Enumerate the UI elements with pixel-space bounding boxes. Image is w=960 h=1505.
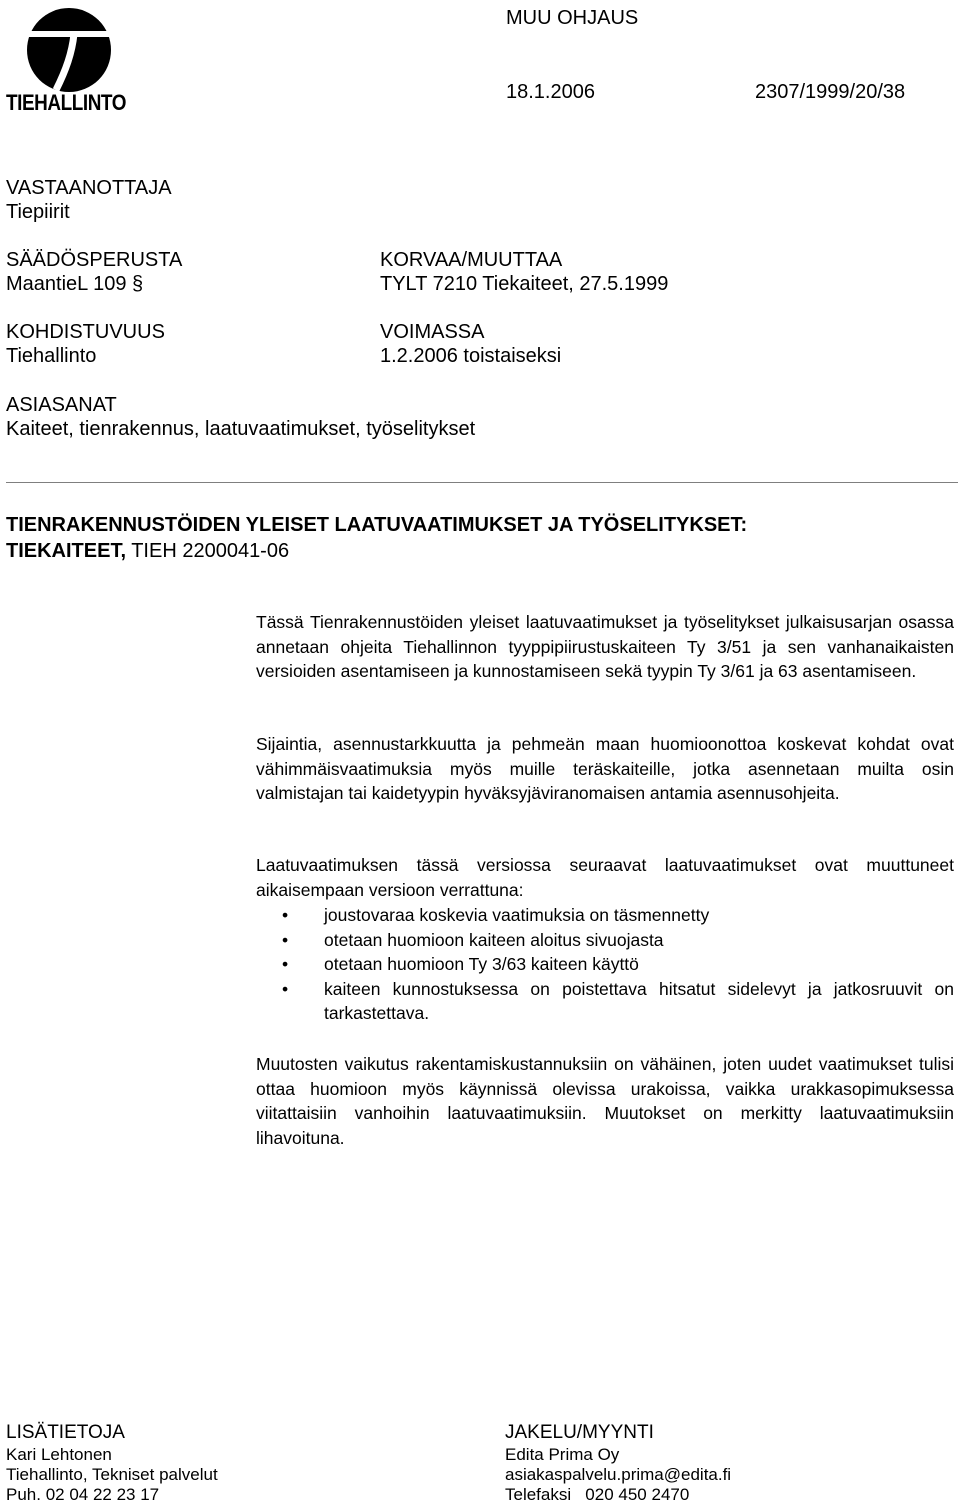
keywords-label: ASIASANAT bbox=[6, 394, 117, 416]
list-item: • otetaan huomioon kaiteen aloitus sivuojasta bbox=[256, 928, 954, 953]
dist-email: asiakaspalvelu.prima@edita.fi bbox=[505, 1465, 732, 1484]
contact-info bbox=[6, 1421, 446, 1505]
header-divider bbox=[6, 482, 958, 483]
dist-label: JAKELU/MYYNTI bbox=[505, 1422, 654, 1443]
title-code: TIEH 2200041-06 bbox=[126, 540, 290, 562]
recipient-label: VASTAANOTTAJA bbox=[6, 177, 172, 199]
document-date: 18.1.2006 bbox=[506, 81, 595, 103]
dist-org: Edita Prima Oy bbox=[505, 1445, 620, 1464]
list-item: • otetaan huomioon Ty 3/63 kaiteen käyttö bbox=[256, 952, 954, 977]
target-label: KOHDISTUVUUS bbox=[6, 321, 165, 343]
title-bold-line: TIENRAKENNUSTÖIDEN YLEISET LAATUVAATIMUKSET JA TYÖSELITYKSET: bbox=[6, 514, 748, 536]
list-item: • kaiteen kunnostuksessa on poistettava hitsatut sidelevyt ja jatkosruuvit on tarkastettava. bbox=[256, 977, 954, 1026]
keywords-value: Kaiteet, tienrakennus, laatuvaatimukset, työselitykset bbox=[6, 418, 476, 440]
logo-wordmark: TIEHALLINTO bbox=[6, 90, 126, 115]
paragraph-2: Sijaintia, asennustarkkuutta ja pehmeän maan huomioonottoa koskevat kohdat ovat vähimmäisvaatimuksia myös muille teräskaiteille, jotka asennetaan muilta osin valmistajan tai kaidetyypin hyväksyjäviranomaisen antamia asennusohjeita. bbox=[256, 734, 954, 803]
info-label: LISÄTIETOJA bbox=[6, 1422, 125, 1443]
document-title bbox=[6, 512, 946, 564]
document-reference: 2307/1999/20/38 bbox=[755, 81, 906, 103]
valid-value: 1.2.2006 toistaiseksi bbox=[380, 345, 562, 367]
recipient-value: Tiepiirit bbox=[6, 201, 70, 223]
title-subject: TIEKAITEET, bbox=[6, 540, 127, 562]
tiehallinto-logo bbox=[6, 8, 132, 120]
dist-fax: Telefaksi 020 450 2470 bbox=[505, 1485, 690, 1504]
document-type: MUU OHJAUS bbox=[506, 7, 639, 29]
target-value: Tiehallinto bbox=[6, 345, 97, 367]
basis-label: SÄÄDÖSPERUSTA bbox=[6, 249, 183, 271]
basis-value: MaantieL 109 § bbox=[6, 273, 144, 295]
info-phone: Puh. 02 04 22 23 17 bbox=[6, 1485, 160, 1504]
valid-label: VOIMASSA bbox=[380, 321, 485, 343]
logo-emblem-icon bbox=[6, 8, 132, 92]
distribution-info bbox=[505, 1421, 945, 1505]
info-org: Tiehallinto, Tekniset palvelut bbox=[6, 1465, 218, 1484]
paragraph-3: Laatuvaatimuksen tässä versiossa seuraavat laatuvaatimukset ovat muuttuneet aikaisempaan versioon verrattuna: bbox=[256, 855, 954, 900]
replaces-label: KORVAA/MUUTTAA bbox=[380, 249, 563, 271]
replaces-value: TYLT 7210 Tiekaiteet, 27.5.1999 bbox=[380, 273, 669, 295]
change-list bbox=[256, 903, 954, 1026]
paragraph-1: Tässä Tienrakennustöiden yleiset laatuvaatimukset ja työselitykset julkaisusarjan osassa annetaan ohjeita Tiehallinnon tyyppipiirustuskaiteen Ty 3/51 ja sen vanhanaikaisten versioiden asentamiseen ja kunnostamiseen sekä tyypin Ty 3/61 ja 63 asentamiseen. bbox=[256, 612, 954, 681]
paragraph-4: Muutosten vaikutus rakentamiskustannuksiin on vähäinen, joten uudet vaatimukset tulisi ottaa huomioon myös käynnissä olevissa urakoissa, vaikka urakkasopimuksessa viitattaisiin vanhoihin laatuvaatimuksiin. Muutokset on merkitty laatuvaatimuksiin lihavoituna. bbox=[256, 1054, 954, 1148]
info-name: Kari Lehtonen bbox=[6, 1445, 112, 1464]
list-item: • joustovaraa koskevia vaatimuksia on täsmennetty bbox=[256, 903, 954, 928]
